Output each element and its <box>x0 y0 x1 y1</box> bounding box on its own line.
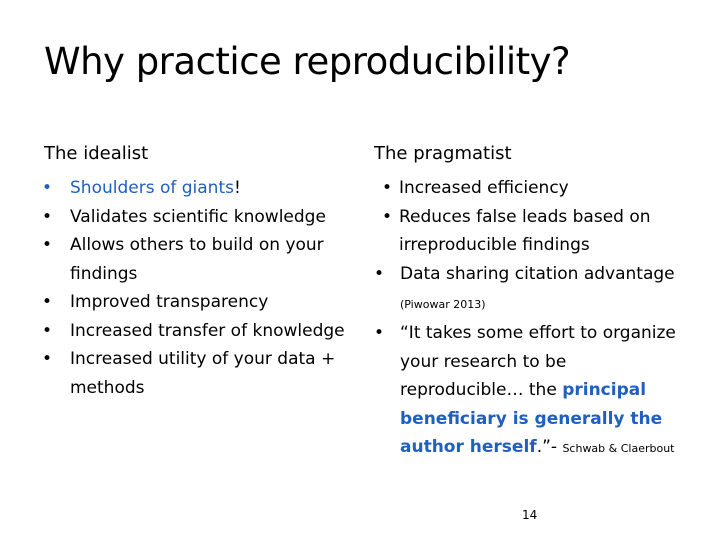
bullet-icon: • <box>42 206 53 227</box>
idealist-heading: The idealist <box>44 143 149 164</box>
false-leads-text: Reduces false leads based on irreproducible findings <box>399 206 651 255</box>
list-item <box>374 260 684 319</box>
bullet-icon: • <box>382 206 393 227</box>
idealist-list <box>42 174 352 402</box>
list-item <box>42 231 352 288</box>
transfer-text: Increased transfer of knowledge <box>70 320 345 341</box>
bullet-icon: • <box>42 349 53 369</box>
pragmatist-list-top <box>382 174 682 260</box>
bullet-icon: • <box>374 264 385 284</box>
list-item <box>42 288 352 317</box>
citation-text: Data sharing citation advantage <box>400 264 675 284</box>
citation-ref: (Piwowar 2013) <box>400 297 486 311</box>
validates-text: Validates scientific knowledge <box>70 206 326 227</box>
quote-attribution: Schwab & Claerbout <box>562 442 675 455</box>
shoulders-text: Shoulders of giants <box>70 178 234 198</box>
quote-emphasis: principal beneficiary is generally the author herself <box>400 380 663 457</box>
bullet-icon: • <box>42 292 53 312</box>
efficiency-text: Increased efficiency <box>399 178 569 198</box>
slide-title: Why practice reproducibility? <box>44 40 571 83</box>
list-item <box>42 174 352 203</box>
list-item <box>42 345 352 402</box>
utility-text: Increased utility of your data + methods <box>70 349 336 398</box>
transparency-text: Improved transparency <box>70 292 269 312</box>
list-item <box>374 319 684 464</box>
page-number: 14 <box>522 508 538 522</box>
pragmatist-heading: The pragmatist <box>374 143 512 164</box>
list-item <box>42 317 352 346</box>
shoulders-mark: ! <box>233 178 241 198</box>
pragmatist-list-bottom <box>374 260 684 464</box>
quote-end: .”- <box>536 437 563 457</box>
bullet-icon: • <box>42 320 53 341</box>
quote-start: “It takes some effort to organize your research to be reproducible… the <box>400 323 676 400</box>
list-item <box>382 203 682 260</box>
bullet-icon: • <box>374 323 385 343</box>
list-item <box>42 203 352 232</box>
list-item <box>382 174 682 203</box>
allows-text: Allows others to build on your findings <box>70 235 324 284</box>
bullet-icon: • <box>42 235 53 255</box>
bullet-icon: • <box>382 178 393 198</box>
bullet-icon: • <box>42 178 53 198</box>
